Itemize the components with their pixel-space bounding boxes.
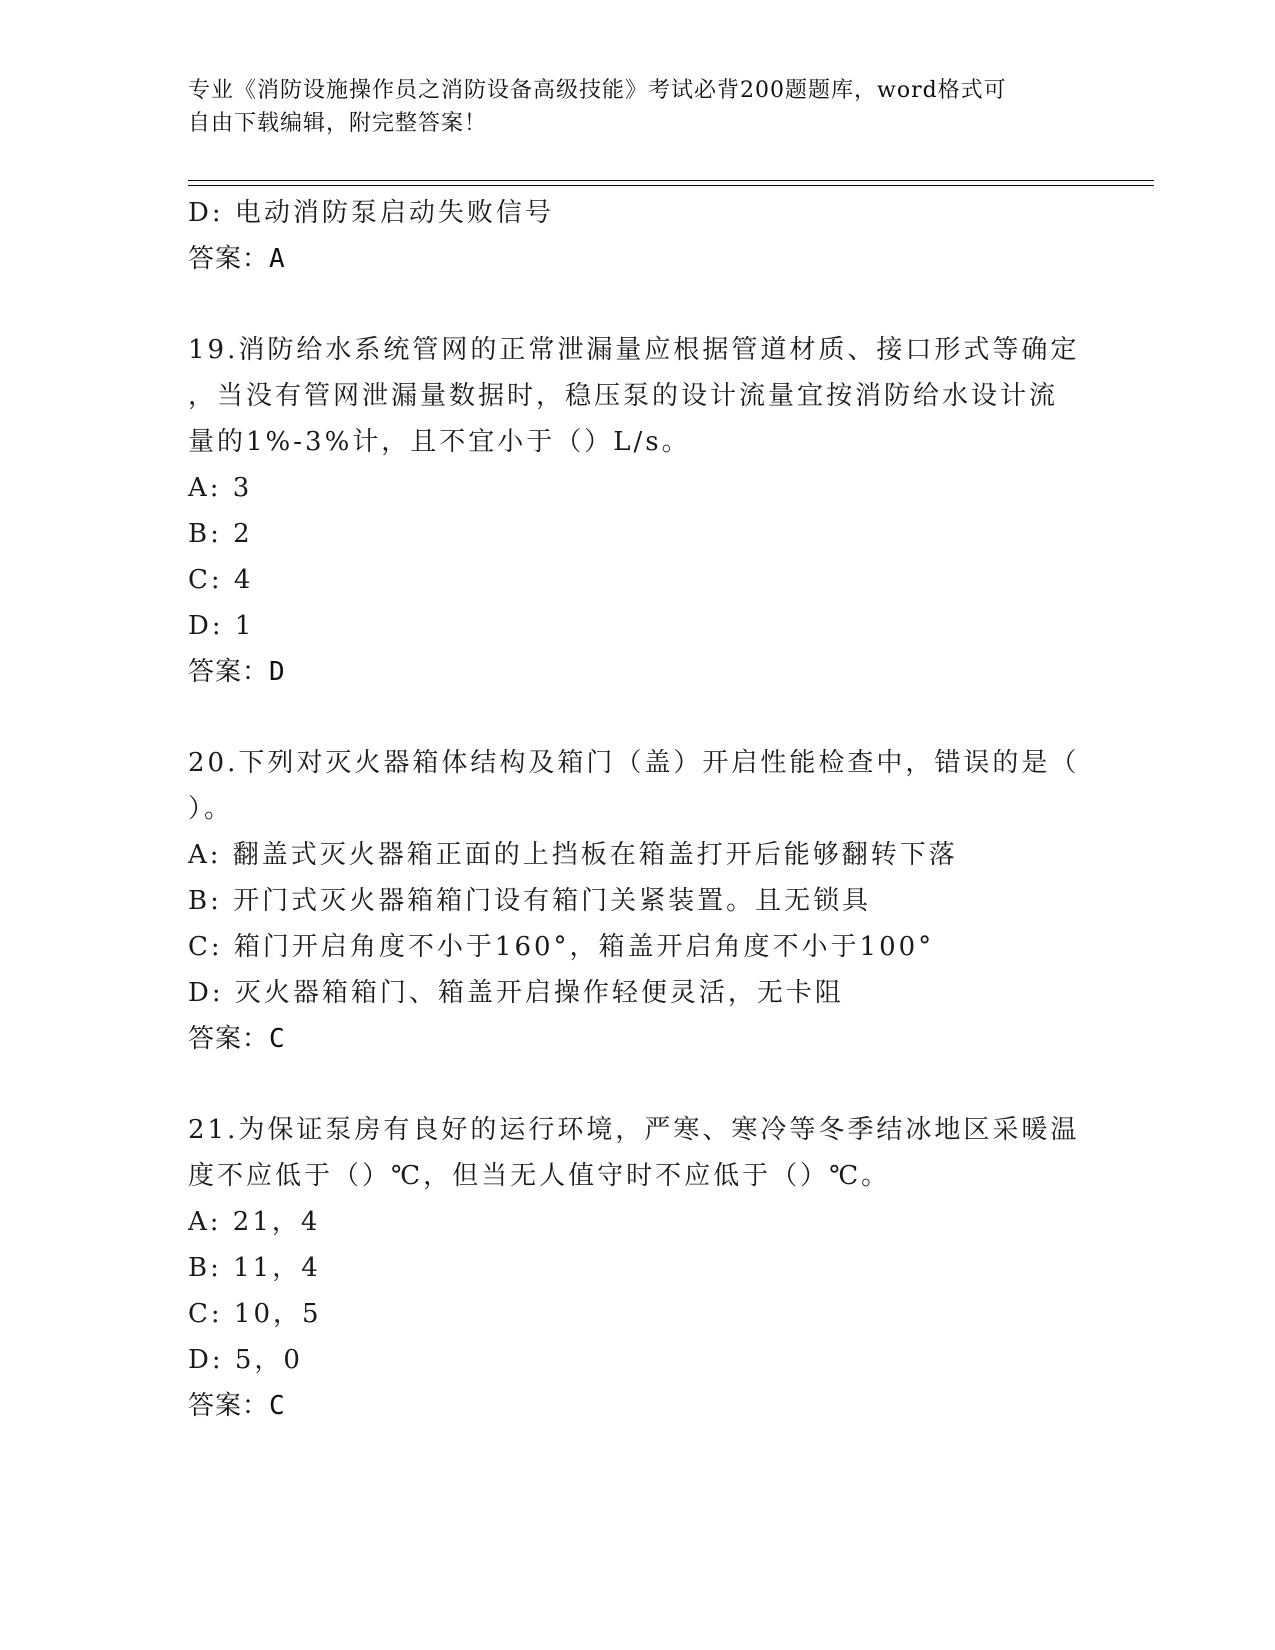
answer-line: 答案：C — [188, 1391, 286, 1421]
answer-line: 答案：A — [188, 244, 286, 274]
option-a: A: 3 — [188, 473, 253, 503]
option-c: C: 箱门开启角度不小于160°，箱盖开启角度不小于100° — [188, 932, 935, 962]
document-header — [188, 74, 1088, 140]
question-20 — [188, 740, 1088, 1062]
spacer — [188, 282, 1088, 327]
previous-question-tail — [188, 190, 1088, 282]
answer-line: 答案：C — [188, 1024, 286, 1054]
option-c: C: 10，5 — [188, 1299, 322, 1329]
header-rule-bottom — [188, 185, 1154, 186]
option-d: D: 1 — [188, 611, 255, 641]
question-stem — [188, 327, 1088, 465]
question-stem-line: 21.为保证泵房有良好的运行环境，严寒、寒冷等冬季结冰地区采暖温 — [188, 1115, 1080, 1145]
option-b: B: 2 — [188, 519, 253, 549]
question-stem-line: 量的1%-3%计，且不宜小于（）L/s。 — [188, 427, 691, 457]
spacer — [188, 695, 1088, 740]
option-b: B: 开门式灭火器箱箱门设有箱门关紧装置。且无锁具 — [188, 886, 872, 916]
question-stem-line: ）。 — [188, 794, 234, 824]
header-rule-top — [188, 180, 1154, 181]
question-stem-line: 度不应低于（）℃，但当无人值守时不应低于（）℃。 — [188, 1161, 891, 1191]
option-c: C: 4 — [188, 565, 254, 595]
question-stem-line: ，当没有管网泄漏量数据时，稳压泵的设计流量宜按消防给水设计流 — [188, 381, 1059, 411]
option-d: D: 灭火器箱箱门、箱盖开启操作轻便灵活，无卡阻 — [188, 978, 844, 1008]
question-stem — [188, 740, 1088, 832]
spacer — [188, 1062, 1088, 1107]
option-a: A: 翻盖式灭火器箱正面的上挡板在箱盖打开后能够翻转下落 — [188, 840, 958, 870]
question-stem-line: 19.消防给水系统管网的正常泄漏量应根据管道材质、接口形式等确定 — [188, 335, 1080, 365]
option-a: A: 21，4 — [188, 1207, 321, 1237]
header-line-1: 专业《消防设施操作员之消防设备高级技能》考试必背200题题库，word格式可 — [188, 78, 1007, 103]
header-line-2: 自由下载编辑，附完整答案！ — [188, 111, 488, 136]
question-stem-line: 20.下列对灭火器箱体结构及箱门（盖）开启性能检查中，错误的是（ — [188, 748, 1080, 778]
option-d: D: 5，0 — [188, 1345, 303, 1375]
question-stem — [188, 1107, 1088, 1199]
question-21 — [188, 1107, 1088, 1429]
question-19 — [188, 327, 1088, 695]
answer-line: 答案：D — [188, 657, 286, 687]
option-d: D: 电动消防泵启动失败信号 — [188, 198, 554, 228]
option-b: B: 11，4 — [188, 1253, 321, 1283]
document-body — [188, 190, 1088, 1429]
